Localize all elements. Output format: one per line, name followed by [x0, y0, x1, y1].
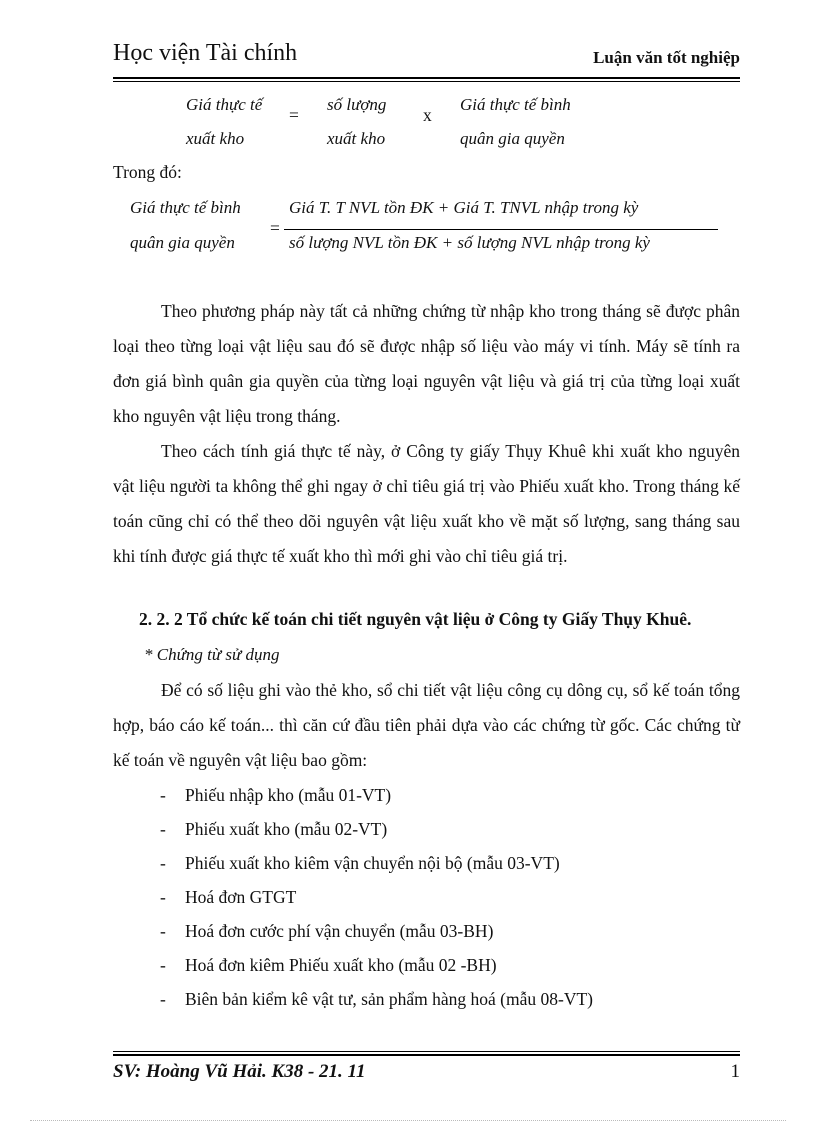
formula2-lhs-line1: Giá thực tế bình — [130, 198, 241, 217]
bullet: - — [160, 785, 166, 805]
where-label: Trong đó: — [113, 162, 182, 182]
bullet: - — [160, 921, 166, 941]
list-item: - Hoá đơn GTGT — [160, 880, 593, 914]
footer-student: SV: Hoàng Vũ Hải. K38 - 21. 11 — [113, 1061, 366, 1082]
formula1-rhs-line1: Giá thực tế bình — [460, 95, 571, 114]
page-edge-dotted-line — [30, 1120, 786, 1121]
paragraph-2: Theo cách tính giá thực tế này, ở Công ty giấy Thụy Khuê khi xuất kho nguyên vật liệu người ta không thể ghi ngay ở chỉ tiêu giá trị vào Phiếu xuất kho. Trong tháng kế toán cũng chỉ có thể theo dõi nguyên vật liệu xuất kho về mặt số lượng, sang tháng sau khi tính được giá thực tế xuất kho thì mới ghi vào chỉ tiêu giá trị. — [113, 441, 740, 566]
header-rule-thin — [113, 81, 740, 82]
bullet: - — [160, 989, 166, 1009]
formula2-lhs-line2: quân gia quyền — [130, 233, 235, 252]
list-item: - Phiếu xuất kho (mẫu 02-VT) — [160, 812, 593, 846]
document-list — [160, 778, 593, 1016]
bullet: - — [160, 819, 166, 839]
header-rule — [113, 77, 740, 79]
section-heading: 2. 2. 2 Tổ chức kế toán chi tiết nguyên vật liệu ở Công ty Giấy Thụy Khuê. — [139, 609, 692, 629]
footer-rule — [113, 1054, 740, 1056]
list-item: - Hoá đơn kiêm Phiếu xuất kho (mẫu 02 -BH) — [160, 948, 593, 982]
list-item: - Biên bản kiểm kê vật tư, sản phẩm hàng hoá (mẫu 08-VT) — [160, 982, 593, 1016]
footer-rule-thin — [113, 1051, 740, 1052]
bullet: - — [160, 955, 166, 975]
formula1-equals: = — [289, 105, 299, 125]
formula1-lhs-line2: xuất kho — [186, 129, 245, 148]
formula1-mid-line1: số lượng — [327, 95, 387, 114]
paragraph-3: Để có số liệu ghi vào thẻ kho, sổ chi tiết vật liệu công cụ dông cụ, sổ kế toán tổng hợp, báo cáo kế toán... thì căn cứ đầu tiên phải dựa vào các chứng từ gốc. Các chứng từ kế toán về nguyên vật liệu bao gồm: — [113, 680, 740, 770]
formula1-rhs-line2: quân gia quyền — [460, 129, 565, 148]
formula2-denominator: số lượng NVL tồn ĐK + số lượng NVL nhập trong kỳ — [289, 233, 650, 252]
list-item: - Hoá đơn cước phí vận chuyển (mẫu 03-BH) — [160, 914, 593, 948]
formula1-lhs-line1: Giá thực tế — [186, 95, 263, 114]
page-number: 1 — [730, 1061, 740, 1082]
subheading: * Chứng từ sử dụng — [144, 645, 280, 664]
header-institution: Học viện Tài chính — [113, 40, 298, 66]
formula2-numerator: Giá T. T NVL tồn ĐK + Giá T. TNVL nhập trong kỳ — [289, 198, 639, 217]
list-item: - Phiếu xuất kho kiêm vận chuyển nội bộ (mẫu 03-VT) — [160, 846, 593, 880]
bullet: - — [160, 887, 166, 907]
formula1-mid-line2: xuất kho — [327, 129, 386, 148]
formula2-equals: = — [270, 218, 280, 238]
paragraph-1: Theo phương pháp này tất cả những chứng từ nhập kho trong tháng sẽ được phân loại theo từng loại vật liệu sau đó sẽ được nhập số liệu vào máy vi tính. Máy sẽ tính ra đơn giá bình quân gia quyền của từng loại nguyên vật liệu và giá trị của từng loại xuất kho nguyên vật liệu trong tháng. — [113, 301, 740, 426]
header-doc-type: Luận văn tốt nghiệp — [593, 48, 740, 67]
fraction-bar — [284, 229, 718, 230]
formula1-times: x — [423, 105, 432, 125]
bullet: - — [160, 853, 166, 873]
list-item: - Phiếu nhập kho (mẫu 01-VT) — [160, 778, 593, 812]
